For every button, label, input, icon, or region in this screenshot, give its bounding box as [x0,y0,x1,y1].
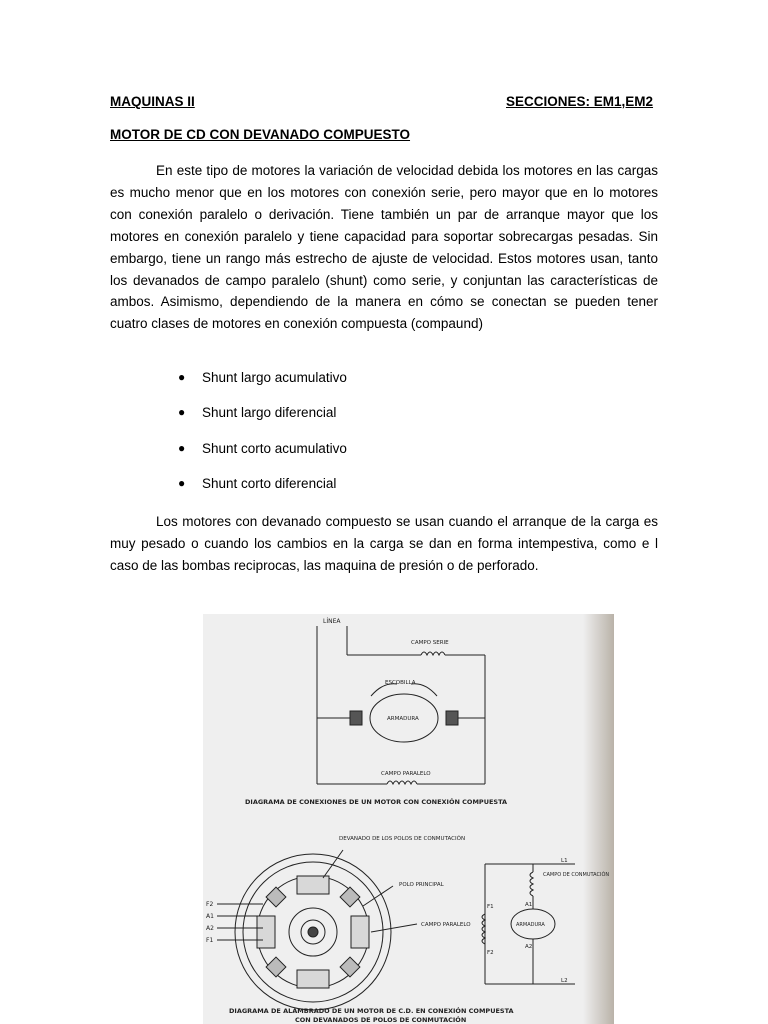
list-item [178,405,347,440]
bullet-icon: ● [178,370,186,384]
caption-wiring-line1: DIAGRAMA DE ALAMBRADO DE UN MOTOR DE C.D. EN CONEXIÓN COMPUESTA [229,1007,514,1015]
label-l1: L1 [561,858,568,864]
label-campo-paralelo: CAMPO PARALELO [381,771,431,777]
shunt-field-coil [387,781,417,784]
label-campo-paralelo-2: CAMPO PARALELO [421,922,471,928]
label-escobilla: ESCOBILLA [385,680,416,686]
label-armadura: ARMADURA [387,716,419,722]
terminal-a1: A1 [206,913,214,920]
sections-label: SECCIONES: EM1,EM2 [506,94,654,109]
brush-right [446,711,458,725]
bullet-icon: ● [178,475,186,490]
caption-wiring-line2: CON DEVANADOS DE POLOS DE CONMUTACIÓN [295,1016,467,1024]
course-name: MAQUINAS II [110,94,195,109]
list-item [178,441,347,476]
list-item [178,476,347,511]
label-linea: LÍNEA [323,618,341,625]
list-item-text: Shunt corto diferencial [202,475,337,491]
label-campo-serie: CAMPO SERIE [411,640,449,646]
intro-paragraph: En este tipo de motores la variación de velocidad debida los motores en las cargas es mucho menor que en los motores con conexión serie, pero mayor que en lo motores con conexión paralelo o derivación. Tiene también un par de arranque mayor que los motores en conexión paralelo y tiene capacidad para soportar sobrecargas pesadas. Sin embargo, tiene un rango más estrecho de ajuste de velocidad. Estos motores usan, tanto los devanados de campo paralelo (shunt) como serie, y conjuntan las características de ambos. Asimismo, dependiendo de la manera en cómo se conectan se pueden tener cuatro clases de motores en conexión compuesta (compaund) [110,163,658,332]
usage-paragraph: Los motores con devanado compuesto se usan cuando el arranque de la carga es muy pesado o cuando los cambios en la carga se dan en forma intempestiva, como e l caso de las bombas reciprocas, las maquina de presión o de perforado. [110,514,658,573]
section-title: MOTOR DE CD CON DEVANADO COMPUESTO [110,127,411,142]
page-edge-shadow [583,614,614,1024]
label-l2: L2 [561,978,568,984]
label-devanado-polos [339,835,465,842]
label-f2: F2 [487,950,494,956]
label-devanado-polos-text: DEVANADO DE LOS POLOS DE CONMUTACIÓN [339,836,466,842]
terminal-f1: F1 [206,937,214,944]
motor-diagrams [203,614,614,1024]
terminal-a2: A2 [206,925,214,932]
label-armadura-2: ARMADURA [516,922,545,928]
bullet-icon: ● [178,440,186,455]
label-a1: A1 [525,902,533,908]
connection-diagram [317,626,485,784]
brush-left [350,711,362,725]
label-a2: A2 [525,944,533,950]
commutating-field-coil [530,872,533,896]
series-field-coil [421,652,445,655]
list-item-text: Shunt corto acumulativo [202,440,347,456]
list-item-text: Shunt largo acumulativo [202,370,347,385]
label-campo-conmutacion: CAMPO DE CONMUTACIÓN [543,872,610,878]
wiring-diagram [217,850,417,1010]
bullet-icon: ● [178,405,186,420]
scanned-figure [203,614,614,1024]
motor-types-list [178,370,347,511]
label-f1: F1 [487,904,494,910]
caption-connection-diagram: DIAGRAMA DE CONEXIONES DE UN MOTOR CON CONEXIÓN COMPUESTA [245,798,508,806]
label-polo-principal: POLO PRINCIPAL [399,882,444,888]
terminal-f2: F2 [206,901,214,908]
list-item [178,370,347,405]
list-item-text: Shunt largo diferencial [202,405,337,421]
